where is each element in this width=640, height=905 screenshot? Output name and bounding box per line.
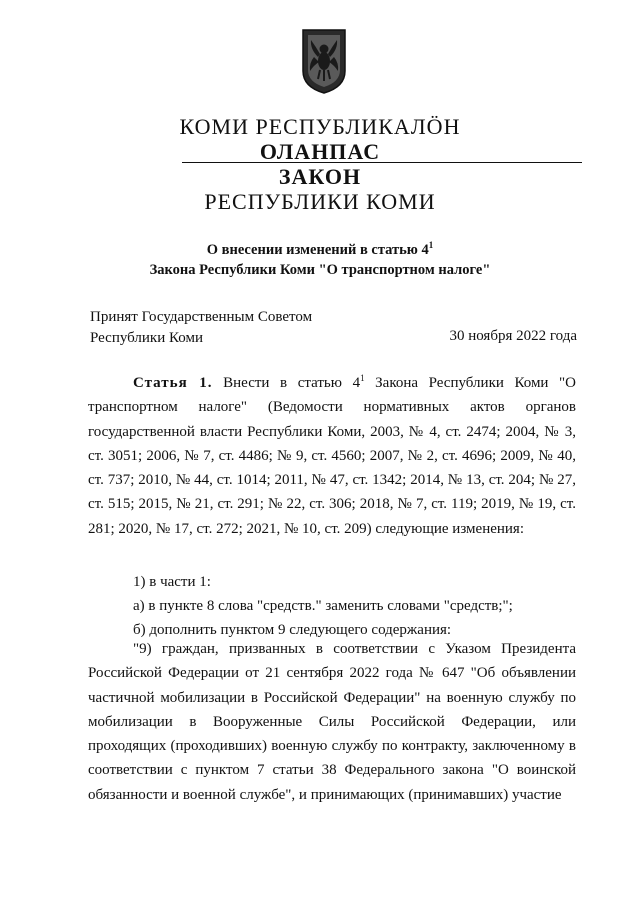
law-title-line-2: Закона Республики Коми "О транспортном налоге" (149, 262, 491, 278)
header-republic-ru: РЕСПУБЛИКИ КОМИ (204, 189, 436, 214)
quoted-item-9: "9) граждан, призванных в соответствии с Указом Президента Российской Федерации от 21 сентября 2022 года № 647 "Об объявлении частичной мобилизации в Российской Федерации" на военную службу по мобилизации в Вооруженные Силы Российской Федерации, или проходящих (проходивших) военную службу по контракту, заключенному в соответствии с пунктом 7 статьи 38 Федерального закона "О воинской обязанности и военной службе", и принимающих (принимавших) участие (88, 641, 576, 803)
adoption-line-1: Принят Государственным Советом (90, 309, 313, 325)
law-title-line-1 (0, 242, 640, 259)
part-1-heading: 1) в части 1: (133, 574, 211, 590)
adoption-line-2: Республики Коми (90, 330, 203, 346)
article-1-paragraph (88, 371, 576, 541)
adoption-statement (90, 307, 312, 349)
header-olanpas: ОЛАНПАС (259, 139, 381, 164)
article-text-rest: Закона Республики Коми "О транспортном налоге" (Ведомости нормативных актов органов государственной власти Республики Коми, 2003, № 4, ст. 2474; 2004, № 3, ст. 3051; 2006, № 7, ст. 4486; № 9, ст. 4560; 2007, № 2, ст. 4696; 2009, № 40, ст. 737; 2010, № 44, ст. 1014; 2011, № 47, ст. 1342; 2014, № 13, ст. 204; № 27, ст. 515; 2015, № 21, ст. 291; № 22, ст. 306; 2018, № 7, ст. 119; 2019, № 19, ст. 281; 2020, № 17, ст. 272; 2021, № 10, ст. 209) следующие изменения: (88, 375, 577, 537)
adoption-date: 30 ноября 2022 года (449, 328, 577, 344)
law-title-superscript: 1 (428, 240, 434, 250)
header-divider (182, 162, 582, 163)
article-text-prefix: Внести в статью 4 (212, 375, 361, 391)
law-title-text: О внесении изменений в статью 4 (206, 242, 429, 258)
article-superscript: 1 (360, 373, 365, 383)
header-republic-komi: КОМИ РЕСПУБЛИКАЛÖН (179, 114, 461, 139)
item-b: б) дополнить пунктом 9 следующего содержания: (133, 622, 452, 638)
item-a: а) в пункте 8 слова "средств." заменить словами "средств;"; (133, 598, 513, 614)
article-label: Статья 1. (133, 375, 213, 391)
coat-of-arms-icon (300, 27, 348, 95)
header-law: ЗАКОН (278, 164, 362, 189)
